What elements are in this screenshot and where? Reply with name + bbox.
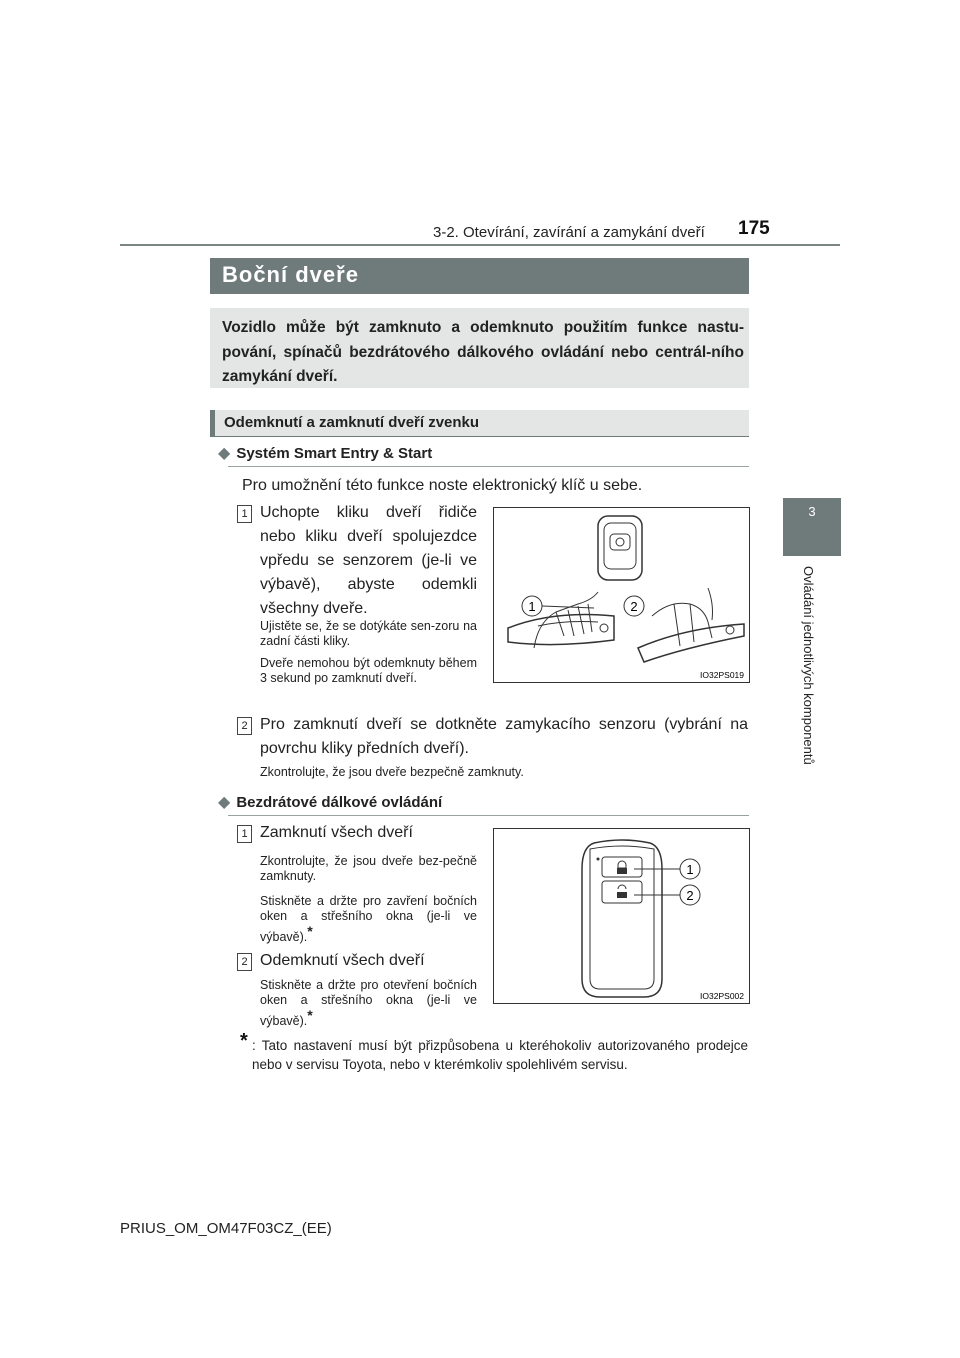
document-code: PRIUS_OM_OM47F03CZ_(EE) <box>120 1220 332 1237</box>
remote-item-1-text: Zamknutí všech dveří <box>260 824 413 841</box>
smart-entry-heading <box>218 443 432 463</box>
fig1-callout-2: 2 <box>630 599 638 614</box>
step-1-text: Uchopte kliku dveří řidiče nebo kliku dveří spolujezdce vpředu se senzorem (je-li ve výbavě), abyste odemkli všechny dveře. <box>260 504 477 617</box>
asterisk-mark: * <box>307 1007 313 1023</box>
chapter-title: 3-2. Otevírání, zavírání a zamykání dveří <box>433 224 705 241</box>
side-tab-label: Ovládání jednotlivých komponentů <box>801 566 816 765</box>
remote-item-1-note-2 <box>260 894 477 945</box>
side-tab-label-wrap <box>800 566 820 816</box>
remote-key-illustration <box>494 829 749 1003</box>
step-1-note-2: Dveře nemohou být odemknuty během 3 sekund po zamknutí dveří. <box>260 656 477 685</box>
diamond-icon: ◆ <box>218 794 231 811</box>
intro-text: Vozidlo může být zamknuto a odemknuto použitím funkce nastu-pování, spínačů bezdrátového dálkového ovládání nebo centrál-ního zamykání dveří. <box>222 319 744 385</box>
fig2-callout-1: 1 <box>686 862 694 877</box>
step-2-note: Zkontrolujte, že jsou dveře bezpečně zamknuty. <box>260 765 524 779</box>
fig1-code: IO32PS019 <box>700 670 744 680</box>
subsection-accent <box>210 410 215 436</box>
remote-item-2-text: Odemknutí všech dveří <box>260 952 425 969</box>
header-rule <box>120 244 840 246</box>
remote-item-1-note-2-text: Stiskněte a držte pro zavření bočních oken a střešního okna (je-li ve výbavě). <box>260 894 477 945</box>
fig1-callout-1: 1 <box>528 599 536 614</box>
remote-item-1-note-1: Zkontrolujte, že jsou dveře bez-pečně zamknuty. <box>260 854 477 883</box>
fig2-code: IO32PS002 <box>700 991 744 1001</box>
remote-item-2-note-text: Stiskněte a držte pro otevření bočních oken a střešního okna (je-li ve výbavě). <box>260 978 477 1029</box>
smart-key-icon <box>598 516 642 580</box>
key-fob-icon <box>582 840 662 997</box>
step-number-1: 1 <box>237 505 252 523</box>
unlock-icon <box>617 892 627 898</box>
footnote-text: : Tato nastavení musí být přizpůsobena u kteréhokoliv autorizovaného prodejce nebo v servisu Toyota, nebo v kterémkoliv spolehlivém servisu. <box>252 1038 748 1072</box>
door-handle-figure <box>493 507 750 683</box>
fig2-callout-2: 2 <box>686 888 694 903</box>
footnote-mark: * <box>240 1030 248 1052</box>
remote-item-2-note <box>260 978 477 1029</box>
section-title: Boční dveře <box>222 262 359 287</box>
right-door-handle <box>638 588 744 662</box>
step-1-note-1: Ujistěte se, že se dotýkáte sen-zoru na zadní části kliky. <box>260 619 477 648</box>
smart-entry-lead: Pro umožnění této funkce noste elektronický klíč u sebe. <box>242 477 643 494</box>
remote-number-2: 2 <box>237 953 252 971</box>
page-number: 175 <box>738 218 770 239</box>
asterisk-mark: * <box>307 923 313 939</box>
remote-heading <box>218 792 442 812</box>
door-handle-illustration <box>494 508 749 682</box>
lock-icon <box>617 868 627 874</box>
step-number-2: 2 <box>237 717 252 735</box>
subsection-rule <box>210 436 749 437</box>
smart-entry-rule <box>228 466 749 467</box>
remote-number-1: 1 <box>237 825 252 843</box>
step-2-text: Pro zamknutí dveří se dotkněte zamykacího senzoru (vybrání na povrchu kliky předních dveří). <box>260 716 748 757</box>
remote-rule <box>228 815 749 816</box>
diamond-icon: ◆ <box>218 445 231 462</box>
remote-heading-text: Bezdrátové dálkové ovládání <box>236 794 443 811</box>
remote-key-figure <box>493 828 750 1004</box>
subsection-title: Odemknutí a zamknutí dveří zvenku <box>224 414 480 431</box>
smart-entry-heading-text: Systém Smart Entry & Start <box>236 445 433 462</box>
side-tab-number: 3 <box>808 504 816 519</box>
